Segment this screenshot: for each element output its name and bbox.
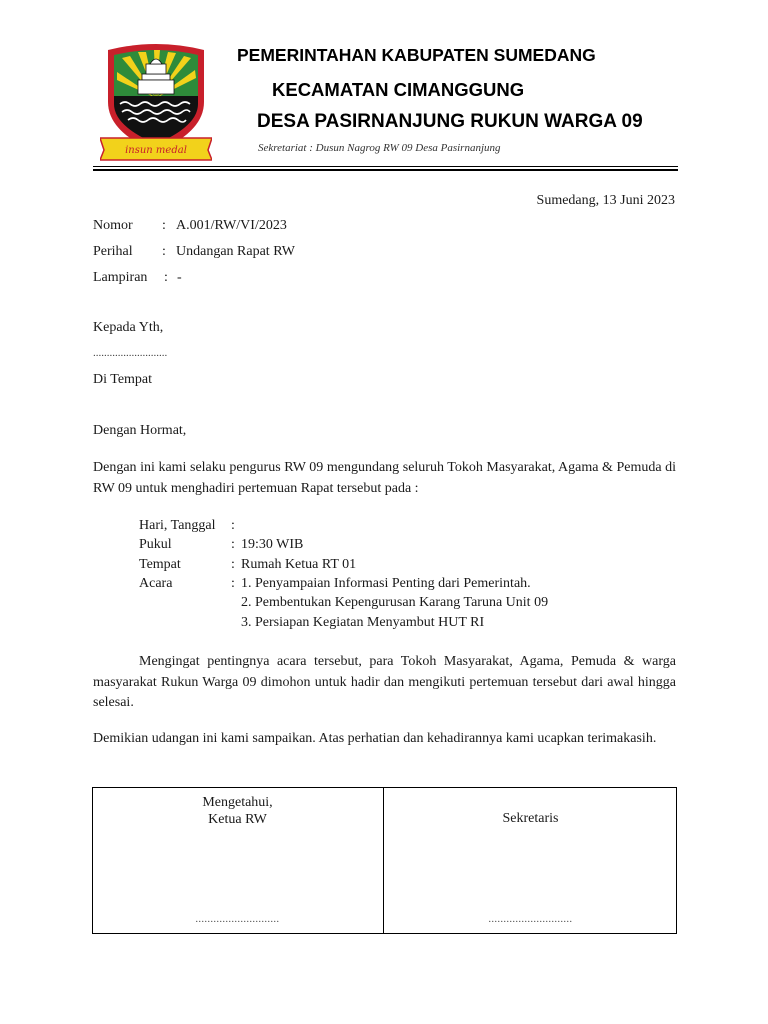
meta-label: Perihal bbox=[93, 244, 133, 259]
meta-label: Lampiran bbox=[93, 270, 148, 285]
detail-value: 1. Penyampaian Informasi Penting dari Pemerintah. bbox=[241, 576, 531, 591]
meta-value: - bbox=[177, 270, 182, 285]
meta-separator: : bbox=[162, 244, 166, 259]
agenda-item: 2. Pembentukan Kepengurusan Karang Taruna Unit 09 bbox=[241, 595, 549, 610]
meta-separator: : bbox=[162, 218, 166, 233]
body-paragraph: Mengingat pentingnya acara tersebut, para Tokoh Masyarakat, Agama, Pemuda & warga masyarakat Rukun Warga 09 dimohon untuk hadir dan mengikuti pertemuan tersebut dari awal hingga selesai. bbox=[93, 654, 676, 710]
meta-value: Undangan Rapat RW bbox=[176, 244, 295, 259]
greeting: Dengan Hormat, bbox=[93, 423, 187, 438]
detail-label: Pukul bbox=[139, 537, 172, 552]
detail-separator: : bbox=[231, 557, 235, 572]
letterhead-village-rw-name: DESA PASIRNANJUNG RUKUN WARGA 09 bbox=[257, 111, 643, 132]
detail-label: Hari, Tanggal bbox=[139, 518, 216, 533]
detail-separator: : bbox=[231, 576, 235, 591]
closing-paragraph: Demikian udangan ini kami sampaikan. Atas perhatian dan kehadirannya kami ucapkan terimakasih. bbox=[93, 731, 657, 746]
place-and-date: Sumedang, 13 Juni 2023 bbox=[536, 193, 675, 208]
letterhead-divider-thick bbox=[93, 169, 678, 171]
signature-left-heading bbox=[92, 794, 383, 828]
signature-right-heading: Sekretaris bbox=[502, 811, 559, 826]
detail-label: Acara bbox=[139, 576, 173, 591]
agenda-item: 3. Persiapan Kegiatan Menyambut HUT RI bbox=[241, 615, 485, 630]
signature-left-name-dots: ............................ bbox=[195, 914, 280, 925]
meta-value: A.001/RW/VI/2023 bbox=[176, 218, 287, 233]
detail-value: Rumah Ketua RT 01 bbox=[241, 557, 357, 572]
meta-separator: : bbox=[164, 270, 168, 285]
signature-left-line1: Mengetahui, bbox=[202, 795, 273, 810]
detail-separator: : bbox=[231, 537, 235, 552]
recipient-salutation: Kepada Yth, bbox=[93, 320, 164, 335]
signature-left-line2: Ketua RW bbox=[208, 812, 267, 827]
recipient-place: Di Tempat bbox=[93, 372, 153, 387]
letterhead-secretariat-address: Sekretariat : Dusun Nagrog RW 09 Desa Pasirnanjung bbox=[258, 142, 501, 154]
letterhead-district-name: KECAMATAN CIMANGGUNG bbox=[272, 79, 525, 100]
svg-text:insun medal: insun medal bbox=[125, 145, 187, 156]
detail-separator: : bbox=[231, 518, 235, 533]
recipient-name-dots: ........................... bbox=[93, 347, 168, 359]
signature-right-name-dots: ............................ bbox=[488, 914, 573, 925]
letterhead-divider-thin bbox=[93, 166, 678, 167]
meta-label: Nomor bbox=[93, 218, 133, 233]
regency-emblem-logo bbox=[100, 40, 212, 162]
intro-paragraph: Dengan ini kami selaku pengurus RW 09 mengundang seluruh Tokoh Masyarakat, Agama & Pemuda di RW 09 untuk menghadiri pertemuan Rapat tersebut pada : bbox=[93, 460, 676, 496]
detail-value: 19:30 WIB bbox=[241, 537, 304, 552]
detail-label: Tempat bbox=[139, 557, 181, 572]
letterhead-government-name: PEMERINTAHAN KABUPATEN SUMEDANG bbox=[237, 45, 596, 65]
